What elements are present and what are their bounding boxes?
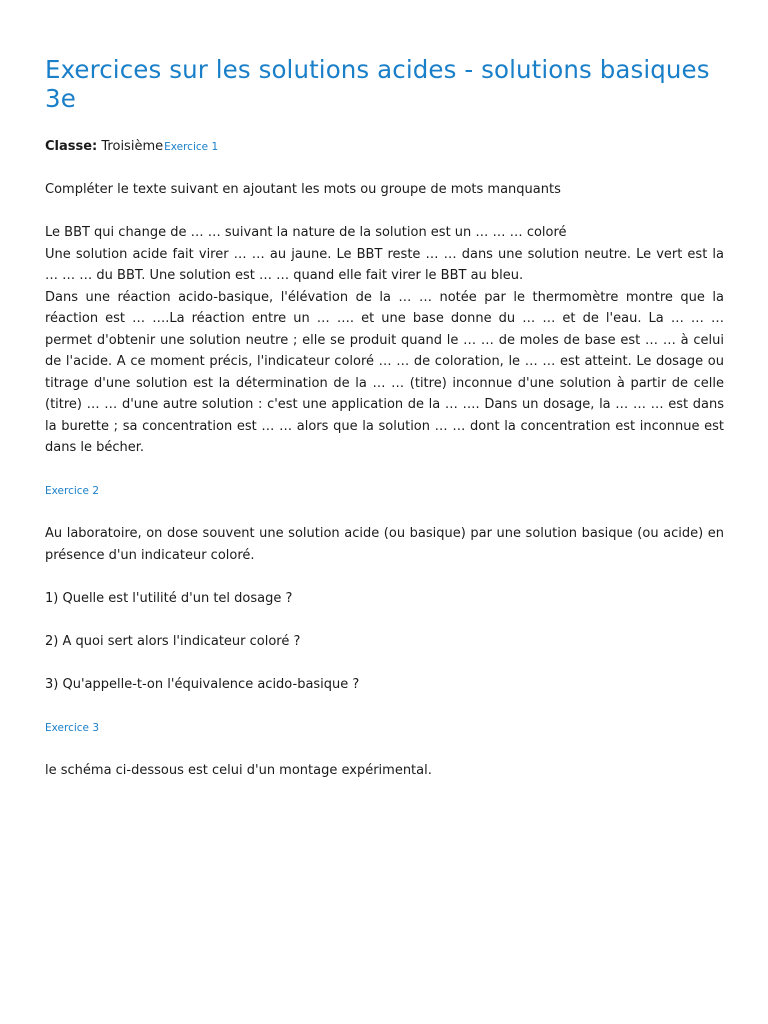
classe-label: Classe: <box>45 139 98 154</box>
classe-line <box>45 138 218 156</box>
page-title: Exercices sur les solutions acides - solutions basiques 3e <box>45 55 710 113</box>
exercice-1-line: permet d'obtenir une solution neutre ; elle se produit quand le … … de moles de base est … … à celui <box>45 332 724 348</box>
exercice-1-line: titrage d'une solution est la détermination de la … … (titre) inconnue d'une solution à partir de celle <box>45 375 724 391</box>
exercice-1-line: réaction est … ….La réaction entre un … …. et une base donne du … … et de l'eau. La … … … <box>45 311 724 326</box>
exercice-1-line: Le BBT qui change de … … suivant la nature de la solution est un … … … coloré <box>45 225 567 240</box>
exercice-2-heading: Exercice 2 <box>45 485 100 497</box>
exercice-1-line: Une solution acide fait virer … … au jaune. Le BBT reste … … dans une solution neutre. Le vert est la <box>45 246 724 262</box>
exercice-1-line: la burette ; sa concentration est … … alors que la solution … … dont la concentration est inconnue est <box>45 418 724 434</box>
classe-value: Troisième <box>101 139 164 154</box>
question-3: 3) Qu'appelle-t-on l'équivalence acido-basique ? <box>45 677 360 692</box>
exercice-2-intro: Au laboratoire, on dose souvent une solution acide (ou basique) par une solution basique (ou acide) en présence d'un indicateur coloré. <box>45 526 724 563</box>
question-1: 1) Quelle est l'utilité d'un tel dosage ? <box>45 591 293 606</box>
exercice-1-line: … … … du BBT. Une solution est … … quand elle fait virer le BBT au bleu. <box>45 268 524 283</box>
exercice-1-line: dans le bécher. <box>45 440 145 455</box>
exercice-1-line: (titre) … … d'une autre solution : c'est une application de la … …. Dans un dosage, la … … … est dans <box>45 397 724 412</box>
exercice-1-line: de l'acide. A ce moment précis, l'indicateur coloré … … de coloration, le … … est atteint. Le dosage ou <box>45 354 724 369</box>
exercice-1-line: Dans une réaction acido-basique, l'élévation de la … … notée par le thermomètre montre que la <box>45 289 724 305</box>
exercice-1-heading: Exercice 1 <box>164 141 219 153</box>
exercice-1-instruction: Compléter le texte suivant en ajoutant les mots ou groupe de mots manquants <box>45 182 561 197</box>
question-2: 2) A quoi sert alors l'indicateur coloré ? <box>45 634 301 649</box>
exercice-3-text: le schéma ci-dessous est celui d'un montage expérimental. <box>45 763 432 778</box>
exercice-3-heading: Exercice 3 <box>45 722 100 734</box>
exercice-1-text <box>45 222 724 459</box>
